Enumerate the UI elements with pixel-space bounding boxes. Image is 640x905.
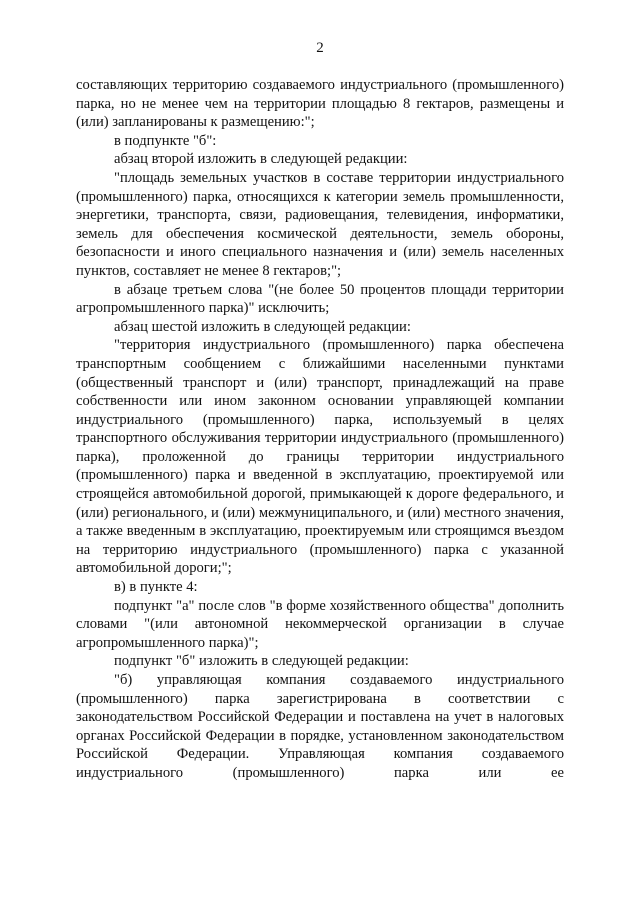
- paragraph: абзац второй изложить в следующей редакции:: [114, 151, 408, 168]
- paragraph: "территория индустриального (промышленного) парка обеспечена транспортным сообщением с ближайшими населенными пунктами (общественный транспорт и (или) транспорт, принадлежащий на праве собственности или ином законном основании управляющей компании индустриального (промышленного) парка, используемый в целях транспортного обслуживания территории индустриального (промышленного) парка), проложенной до границы территории индустриального (промышленного) парка и введенной в эксплуатацию, проектируемой или строящейся автомобильной дорогой, примыкающей к дороге федерального, и (или) регионального, и (или) межмуниципального, и (или) местного значения, а также введенным в эксплуатацию, проектируемым или строящимся въездом на территорию индустриального (промышленного) парка с указанной автомобильной дороги;";: [76, 337, 564, 577]
- paragraph: составляющих территорию создаваемого индустриального (промышленного) парка, но не менее чем на территории площадью 8 гектаров, размещены и (или) запланированы к размещению:";: [76, 77, 564, 131]
- paragraph: в) в пункте 4:: [114, 579, 198, 596]
- document-body: [76, 76, 564, 783]
- paragraph: подпункт "б" изложить в следующей редакции:: [114, 653, 409, 670]
- paragraph: "б) управляющая компания создаваемого индустриального (промышленного) парка зарегистрирована в соответствии с законодательством Российской Федерации и поставлена на учет в налоговых органах Российской Федерации в порядке, установленном законодательством Российской Федерации. Управляющая компания создаваемого индустриального (промышленного) парка или ее: [76, 672, 564, 781]
- paragraph: в подпункте "б":: [114, 132, 217, 149]
- paragraph: абзац шестой изложить в следующей редакции:: [114, 318, 411, 335]
- paragraph: в абзаце третьем слова "(не более 50 процентов площади территории агропромышленного парка)" исключить;: [76, 281, 564, 317]
- paragraph: "площадь земельных участков в составе территории индустриального (промышленного) парка, относящихся к категории земель промышленности, энергетики, транспорта, связи, радиовещания, телевидения, информатики, земель для обеспечения космической деятельности, земель обороны, безопасности и иного специального назначения и (или) земель населенных пунктов, составляет не менее 8 гектаров;";: [76, 169, 564, 279]
- page-number: 2: [316, 40, 324, 56]
- paragraph: подпункт "а" после слов "в форме хозяйственного общества" дополнить словами "(или автономной некоммерческой организации в случае агропромышленного парка)";: [76, 597, 564, 651]
